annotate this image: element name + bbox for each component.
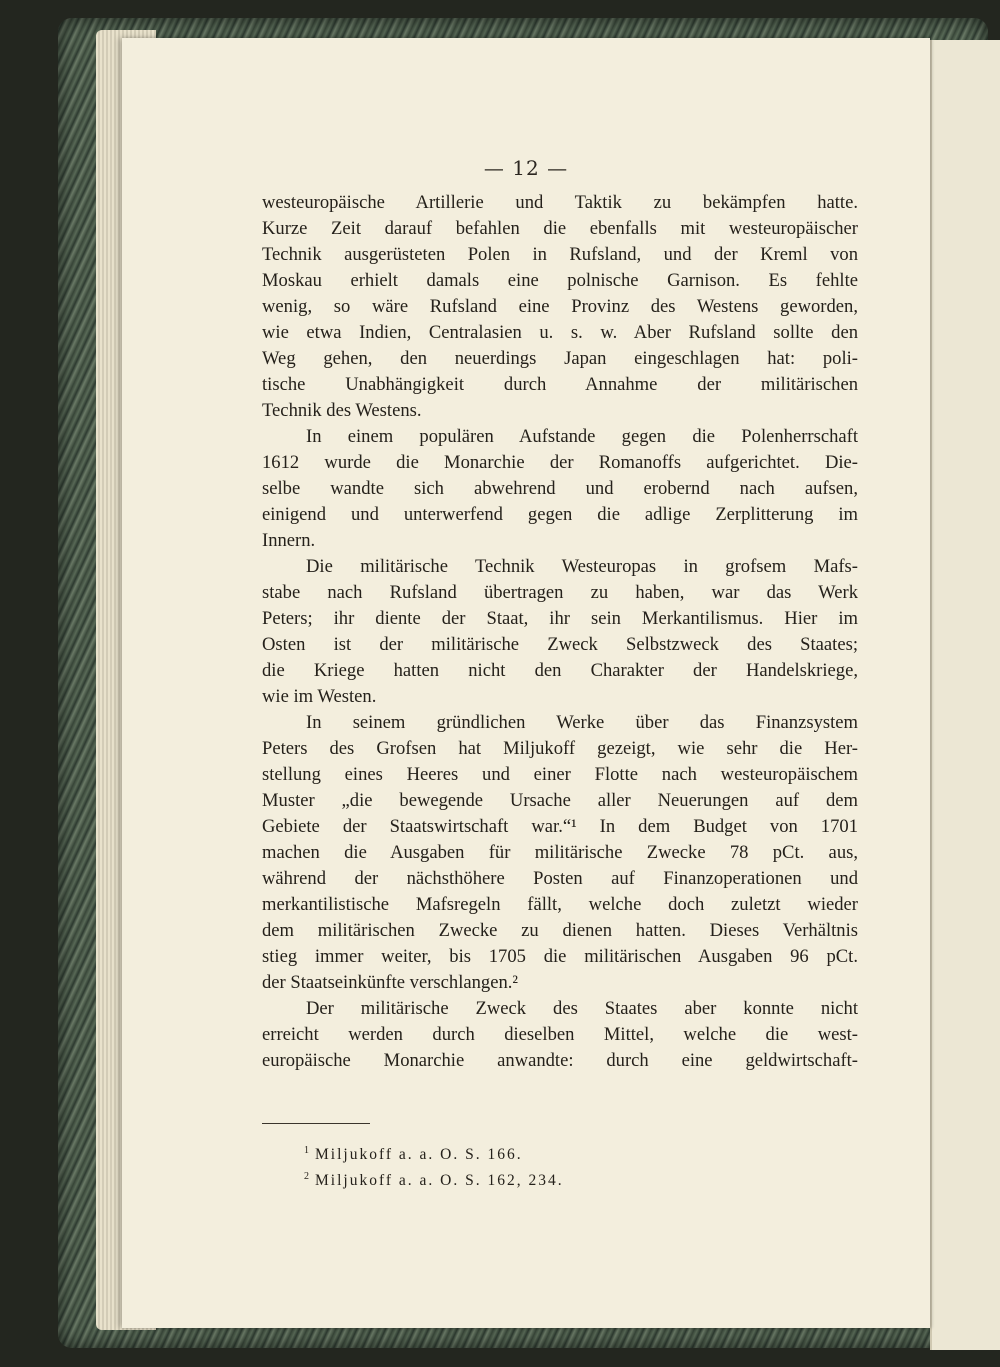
text-line: machen die Ausgaben für militärische Zwecke 78 pCt. aus, [262,842,858,863]
text-line: Peters; ihr diente der Staat, ihr sein Merkantilismus. Hier im [262,608,858,629]
footnotes [304,1140,804,1192]
text-line: Die militärische Technik Westeuropas in grofsem Mafs- [306,556,858,577]
text-line: stieg immer weiter, bis 1705 die militärischen Ausgaben 96 pCt. [262,946,858,967]
text-line: Gebiete der Staatswirtschaft war.“¹ In dem Budget von 1701 [262,816,858,837]
footnote [304,1166,804,1192]
text-line: tische Unabhängigkeit durch Annahme der militärischen [262,374,858,395]
text-line: Technik ausgerüsteten Polen in Rufsland, und der Kreml von [262,244,858,265]
text-line: dem militärischen Zwecke zu dienen hatten. Dieses Verhältnis [262,920,858,941]
footnote-divider [262,1123,370,1124]
page-number: — 12 — [483,156,569,180]
text-line: wie etwa Indien, Centralasien u. s. w. Aber Rufsland sollte den [262,322,858,343]
text-line: Technik des Westens. [262,400,422,421]
text-line: Osten ist der militärische Zweck Selbstzweck des Staates; [262,634,858,655]
text-line: 1612 wurde die Monarchie der Romanoffs aufgerichtet. Die- [262,452,858,473]
text-line: die Kriege hatten nicht den Charakter der Handelskriege, [262,660,858,681]
footnote-text: Miljukoff a. a. O. S. 166. [315,1146,523,1164]
facing-page-edge [930,40,1000,1350]
footnote-mark: 2 [304,1171,309,1183]
text-line: stabe nach Rufsland übertragen zu haben, war das Werk [262,582,858,603]
text-line: stellung eines Heeres und einer Flotte nach westeuropäischem [262,764,858,785]
text-line: Der militärische Zweck des Staates aber konnte nicht [306,998,858,1019]
text-line: westeuropäische Artillerie und Taktik zu bekämpfen hatte. [262,192,858,213]
text-line: Peters des Grofsen hat Miljukoff gezeigt, wie sehr die Her- [262,738,858,759]
footnote-text: Miljukoff a. a. O. S. 162, 234. [315,1172,564,1190]
text-line: Kurze Zeit darauf befahlen die ebenfalls mit westeuropäischer [262,218,858,239]
text-line: der Staatseinkünfte verschlangen.² [262,972,518,993]
text-line: In einem populären Aufstande gegen die Polenherrschaft [306,426,858,447]
text-line: wenig, so wäre Rufsland eine Provinz des Westens geworden, [262,296,858,317]
text-line: merkantilistische Mafsregeln fällt, welche doch zuletzt wieder [262,894,858,915]
footnote-mark: 1 [304,1145,309,1156]
footnote [304,1140,804,1166]
body-text [262,190,858,1074]
page-sheet [122,38,930,1328]
text-line: wie im Westen. [262,686,377,707]
text-line: einigend und unterwerfend gegen die adlige Zerplitterung im [262,504,858,525]
text-line: Moskau erhielt damals eine polnische Garnison. Es fehlte [262,270,858,291]
text-line: In seinem gründlichen Werke über das Finanzsystem [306,712,858,733]
text-line: selbe wandte sich abwehrend und erobernd nach aufsen, [262,478,858,499]
text-line: erreicht werden durch dieselben Mittel, welche die west- [262,1024,858,1045]
text-line: Muster „die bewegende Ursache aller Neuerungen auf dem [262,790,858,811]
text-line: europäische Monarchie anwandte: durch eine geldwirtschaft- [262,1050,858,1071]
text-line: während der nächsthöhere Posten auf Finanzoperationen und [262,868,858,889]
text-line: Innern. [262,530,316,551]
text-line: Weg gehen, den neuerdings Japan eingeschlagen hat: poli- [262,348,858,369]
